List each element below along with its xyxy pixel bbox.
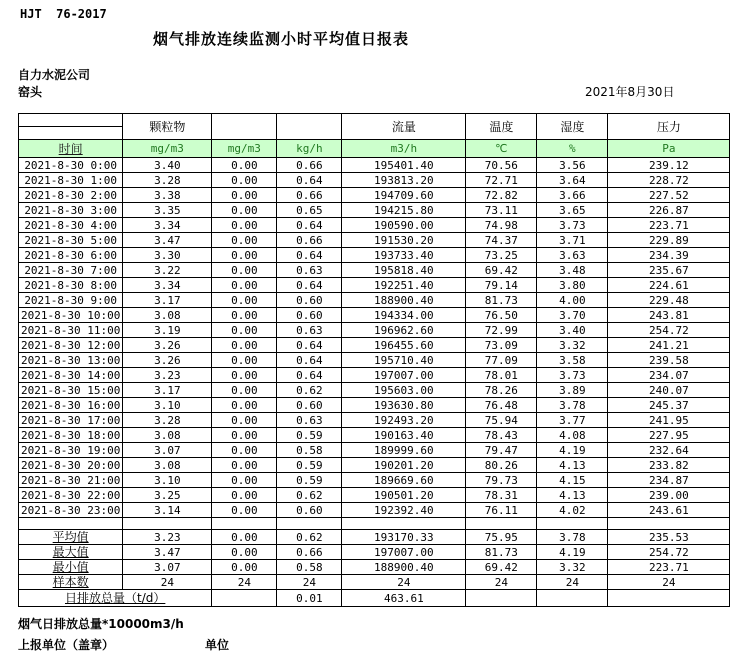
spacer-cell — [466, 518, 537, 530]
summary-value-cell: 0.62 — [277, 530, 342, 545]
value-cell: 228.72 — [608, 173, 730, 188]
value-cell: 4.13 — [537, 458, 608, 473]
value-cell: 3.40 — [123, 158, 212, 173]
value-cell: 197007.00 — [342, 368, 466, 383]
time-cell: 2021-8-30 23:00 — [19, 503, 123, 518]
header-group-row — [19, 114, 730, 127]
value-cell: 229.48 — [608, 293, 730, 308]
value-cell: 3.38 — [123, 188, 212, 203]
value-cell: 3.10 — [123, 473, 212, 488]
spacer-cell — [19, 518, 123, 530]
spacer-cell — [277, 518, 342, 530]
value-cell: 72.71 — [466, 173, 537, 188]
page-title: 烟气排放连续监测小时平均值日报表 — [153, 30, 410, 48]
table-row — [19, 293, 730, 308]
unit-mgm3-1: mg/m3 — [123, 140, 212, 158]
value-cell: 229.89 — [608, 233, 730, 248]
value-cell: 0.64 — [277, 218, 342, 233]
summary-rows — [19, 530, 730, 590]
table-row — [19, 218, 730, 233]
spacer-cell — [537, 518, 608, 530]
value-cell: 0.62 — [277, 383, 342, 398]
value-cell: 77.09 — [466, 353, 537, 368]
value-cell: 194709.60 — [342, 188, 466, 203]
time-cell: 2021-8-30 4:00 — [19, 218, 123, 233]
value-cell: 3.64 — [537, 173, 608, 188]
summary-value-cell: 235.53 — [608, 530, 730, 545]
table-row — [19, 173, 730, 188]
value-cell: 80.26 — [466, 458, 537, 473]
value-cell: 0.00 — [212, 473, 277, 488]
table-row — [19, 503, 730, 518]
value-cell: 192493.20 — [342, 413, 466, 428]
value-cell: 195710.40 — [342, 353, 466, 368]
value-cell: 3.65 — [537, 203, 608, 218]
report-unit-label: 上报单位（盖章） — [18, 638, 115, 652]
value-cell: 223.71 — [608, 218, 730, 233]
value-cell: 3.56 — [537, 158, 608, 173]
header-blank-col3 — [212, 114, 277, 140]
table-row — [19, 308, 730, 323]
value-cell: 0.66 — [277, 158, 342, 173]
table-row — [19, 203, 730, 218]
summary-value-cell: 24 — [277, 575, 342, 590]
value-cell: 69.42 — [466, 263, 537, 278]
value-cell: 4.13 — [537, 488, 608, 503]
time-cell: 2021-8-30 6:00 — [19, 248, 123, 263]
value-cell: 243.81 — [608, 308, 730, 323]
doc-code: HJT 76-2017 — [20, 7, 107, 21]
summary-value-cell: 24 — [608, 575, 730, 590]
header-time-blank-1 — [19, 114, 123, 127]
value-cell: 0.66 — [277, 233, 342, 248]
header-time-blank-2 — [19, 127, 123, 140]
data-rows — [19, 158, 730, 518]
value-cell: 188900.40 — [342, 293, 466, 308]
value-cell: 0.60 — [277, 293, 342, 308]
summary-value-cell: 0.58 — [277, 560, 342, 575]
value-cell: 74.37 — [466, 233, 537, 248]
value-cell: 0.64 — [277, 248, 342, 263]
value-cell: 189999.60 — [342, 443, 466, 458]
time-cell: 2021-8-30 18:00 — [19, 428, 123, 443]
value-cell: 239.00 — [608, 488, 730, 503]
value-cell: 0.64 — [277, 353, 342, 368]
value-cell: 0.62 — [277, 488, 342, 503]
value-cell: 3.22 — [123, 263, 212, 278]
value-cell: 190163.40 — [342, 428, 466, 443]
time-cell: 2021-8-30 9:00 — [19, 293, 123, 308]
table-row — [19, 413, 730, 428]
value-cell: 193630.80 — [342, 398, 466, 413]
summary-label: 最小值 — [19, 560, 123, 575]
table-row — [19, 458, 730, 473]
summary-value-cell: 0.66 — [277, 545, 342, 560]
value-cell: 0.00 — [212, 158, 277, 173]
summary-value-cell: 24 — [123, 575, 212, 590]
value-cell: 241.21 — [608, 338, 730, 353]
time-cell: 2021-8-30 8:00 — [19, 278, 123, 293]
summary-label: 样本数 — [19, 575, 123, 590]
daily-total-blank — [537, 590, 608, 607]
table-row — [19, 323, 730, 338]
value-cell: 0.64 — [277, 278, 342, 293]
value-cell: 234.07 — [608, 368, 730, 383]
time-cell: 2021-8-30 2:00 — [19, 188, 123, 203]
value-cell: 240.07 — [608, 383, 730, 398]
value-cell: 0.60 — [277, 398, 342, 413]
summary-value-cell: 24 — [466, 575, 537, 590]
value-cell: 3.14 — [123, 503, 212, 518]
time-cell: 2021-8-30 7:00 — [19, 263, 123, 278]
value-cell: 0.00 — [212, 188, 277, 203]
value-cell: 0.00 — [212, 428, 277, 443]
summary-value-cell: 197007.00 — [342, 545, 466, 560]
value-cell: 0.59 — [277, 473, 342, 488]
unit-mgm3-2: mg/m3 — [212, 140, 277, 158]
value-cell: 3.89 — [537, 383, 608, 398]
value-cell: 241.95 — [608, 413, 730, 428]
value-cell: 73.11 — [466, 203, 537, 218]
daily-total-blank — [212, 590, 277, 607]
table-row — [19, 368, 730, 383]
value-cell: 4.02 — [537, 503, 608, 518]
value-cell: 195401.40 — [342, 158, 466, 173]
summary-value-cell: 254.72 — [608, 545, 730, 560]
value-cell: 196455.60 — [342, 338, 466, 353]
spacer-cell — [212, 518, 277, 530]
summary-value-cell: 223.71 — [608, 560, 730, 575]
summary-value-cell: 3.32 — [537, 560, 608, 575]
value-cell: 78.26 — [466, 383, 537, 398]
header-blank-col4 — [277, 114, 342, 140]
value-cell: 3.30 — [123, 248, 212, 263]
value-cell: 0.63 — [277, 413, 342, 428]
summary-row — [19, 545, 730, 560]
value-cell: 0.60 — [277, 503, 342, 518]
unit-label: 单位 — [205, 638, 230, 652]
value-cell: 192251.40 — [342, 278, 466, 293]
summary-row — [19, 560, 730, 575]
value-cell: 70.56 — [466, 158, 537, 173]
value-cell: 0.00 — [212, 323, 277, 338]
value-cell: 76.11 — [466, 503, 537, 518]
value-cell: 0.59 — [277, 428, 342, 443]
unit-pa: Pa — [608, 140, 730, 158]
value-cell: 239.12 — [608, 158, 730, 173]
value-cell: 72.99 — [466, 323, 537, 338]
value-cell: 3.58 — [537, 353, 608, 368]
value-cell: 3.40 — [537, 323, 608, 338]
summary-value-cell: 0.00 — [212, 560, 277, 575]
time-cell: 2021-8-30 12:00 — [19, 338, 123, 353]
time-cell: 2021-8-30 20:00 — [19, 458, 123, 473]
table-row — [19, 188, 730, 203]
value-cell: 0.63 — [277, 263, 342, 278]
value-cell: 3.80 — [537, 278, 608, 293]
header-pressure: 压力 — [608, 114, 730, 140]
value-cell: 243.61 — [608, 503, 730, 518]
flow-total-note: 烟气日排放总量*10000m3/h — [18, 617, 184, 631]
time-cell: 2021-8-30 3:00 — [19, 203, 123, 218]
value-cell: 0.66 — [277, 188, 342, 203]
value-cell: 0.64 — [277, 173, 342, 188]
spacer-cell — [342, 518, 466, 530]
monitoring-table — [18, 113, 730, 607]
time-cell: 2021-8-30 22:00 — [19, 488, 123, 503]
value-cell: 3.19 — [123, 323, 212, 338]
value-cell: 0.00 — [212, 383, 277, 398]
unit-m3h: m3/h — [342, 140, 466, 158]
table-row — [19, 398, 730, 413]
summary-label: 最大值 — [19, 545, 123, 560]
value-cell: 3.73 — [537, 218, 608, 233]
daily-total-kgh: 0.01 — [277, 590, 342, 607]
value-cell: 76.50 — [466, 308, 537, 323]
value-cell: 235.67 — [608, 263, 730, 278]
value-cell: 0.00 — [212, 293, 277, 308]
value-cell: 0.00 — [212, 308, 277, 323]
value-cell: 0.00 — [212, 203, 277, 218]
value-cell: 192392.40 — [342, 503, 466, 518]
value-cell: 3.26 — [123, 338, 212, 353]
value-cell: 78.31 — [466, 488, 537, 503]
value-cell: 0.65 — [277, 203, 342, 218]
value-cell: 81.73 — [466, 293, 537, 308]
value-cell: 227.95 — [608, 428, 730, 443]
table-row — [19, 383, 730, 398]
time-cell: 2021-8-30 10:00 — [19, 308, 123, 323]
report-date: 2021年8月30日 — [585, 85, 675, 99]
value-cell: 0.00 — [212, 338, 277, 353]
unit-celsius: ℃ — [466, 140, 537, 158]
value-cell: 234.87 — [608, 473, 730, 488]
table-row — [19, 233, 730, 248]
value-cell: 195603.00 — [342, 383, 466, 398]
time-cell: 2021-8-30 16:00 — [19, 398, 123, 413]
time-cell: 2021-8-30 0:00 — [19, 158, 123, 173]
value-cell: 234.39 — [608, 248, 730, 263]
summary-row — [19, 530, 730, 545]
value-cell: 0.00 — [212, 173, 277, 188]
value-cell: 0.00 — [212, 278, 277, 293]
value-cell: 75.94 — [466, 413, 537, 428]
station-name: 窑头 — [18, 85, 43, 99]
value-cell: 3.47 — [123, 233, 212, 248]
summary-value-cell: 3.47 — [123, 545, 212, 560]
header-flow: 流量 — [342, 114, 466, 140]
table-row — [19, 443, 730, 458]
value-cell: 233.82 — [608, 458, 730, 473]
value-cell: 3.63 — [537, 248, 608, 263]
value-cell: 194334.00 — [342, 308, 466, 323]
summary-value-cell: 0.00 — [212, 530, 277, 545]
value-cell: 195818.40 — [342, 263, 466, 278]
value-cell: 190201.20 — [342, 458, 466, 473]
value-cell: 0.00 — [212, 353, 277, 368]
value-cell: 78.43 — [466, 428, 537, 443]
value-cell: 3.08 — [123, 458, 212, 473]
spacer-row — [19, 518, 730, 530]
value-cell: 0.00 — [212, 443, 277, 458]
summary-value-cell: 24 — [537, 575, 608, 590]
table-row — [19, 278, 730, 293]
value-cell: 74.98 — [466, 218, 537, 233]
summary-value-cell: 3.07 — [123, 560, 212, 575]
summary-value-cell: 188900.40 — [342, 560, 466, 575]
table-row — [19, 338, 730, 353]
value-cell: 3.17 — [123, 293, 212, 308]
value-cell: 0.58 — [277, 443, 342, 458]
summary-value-cell: 24 — [342, 575, 466, 590]
table-row — [19, 473, 730, 488]
value-cell: 73.25 — [466, 248, 537, 263]
value-cell: 193813.20 — [342, 173, 466, 188]
value-cell: 254.72 — [608, 323, 730, 338]
value-cell: 3.25 — [123, 488, 212, 503]
table-row — [19, 353, 730, 368]
time-cell: 2021-8-30 5:00 — [19, 233, 123, 248]
value-cell: 3.35 — [123, 203, 212, 218]
value-cell: 72.82 — [466, 188, 537, 203]
value-cell: 0.00 — [212, 218, 277, 233]
value-cell: 0.00 — [212, 488, 277, 503]
value-cell: 3.78 — [537, 398, 608, 413]
header-time-label: 时间 — [19, 140, 123, 158]
value-cell: 3.77 — [537, 413, 608, 428]
time-cell: 2021-8-30 19:00 — [19, 443, 123, 458]
summary-value-cell: 4.19 — [537, 545, 608, 560]
company-name: 自力水泥公司 — [18, 68, 91, 82]
value-cell: 3.28 — [123, 413, 212, 428]
value-cell: 3.08 — [123, 308, 212, 323]
value-cell: 0.00 — [212, 248, 277, 263]
value-cell: 0.00 — [212, 233, 277, 248]
summary-value-cell: 3.23 — [123, 530, 212, 545]
value-cell: 0.00 — [212, 398, 277, 413]
value-cell: 3.34 — [123, 218, 212, 233]
value-cell: 4.00 — [537, 293, 608, 308]
value-cell: 0.00 — [212, 413, 277, 428]
daily-total-row — [19, 590, 730, 607]
value-cell: 0.59 — [277, 458, 342, 473]
value-cell: 0.64 — [277, 368, 342, 383]
time-cell: 2021-8-30 13:00 — [19, 353, 123, 368]
summary-value-cell: 24 — [212, 575, 277, 590]
value-cell: 224.61 — [608, 278, 730, 293]
value-cell: 0.63 — [277, 323, 342, 338]
value-cell: 189669.60 — [342, 473, 466, 488]
summary-value-cell: 81.73 — [466, 545, 537, 560]
value-cell: 3.17 — [123, 383, 212, 398]
value-cell: 0.64 — [277, 338, 342, 353]
value-cell: 0.00 — [212, 458, 277, 473]
time-cell: 2021-8-30 15:00 — [19, 383, 123, 398]
value-cell: 79.47 — [466, 443, 537, 458]
value-cell: 3.32 — [537, 338, 608, 353]
value-cell: 3.34 — [123, 278, 212, 293]
summary-value-cell: 0.00 — [212, 545, 277, 560]
table-row — [19, 488, 730, 503]
value-cell: 3.71 — [537, 233, 608, 248]
value-cell: 3.28 — [123, 173, 212, 188]
value-cell: 0.60 — [277, 308, 342, 323]
value-cell: 226.87 — [608, 203, 730, 218]
unit-percent: % — [537, 140, 608, 158]
value-cell: 196962.60 — [342, 323, 466, 338]
value-cell: 190501.20 — [342, 488, 466, 503]
value-cell: 3.70 — [537, 308, 608, 323]
summary-value-cell: 75.95 — [466, 530, 537, 545]
value-cell: 193733.40 — [342, 248, 466, 263]
value-cell: 227.52 — [608, 188, 730, 203]
value-cell: 3.23 — [123, 368, 212, 383]
value-cell: 3.08 — [123, 428, 212, 443]
summary-row — [19, 575, 730, 590]
summary-value-cell: 3.78 — [537, 530, 608, 545]
unit-kgh: kg/h — [277, 140, 342, 158]
value-cell: 3.66 — [537, 188, 608, 203]
header-humidity: 湿度 — [537, 114, 608, 140]
daily-total-label: 日排放总量（t/d） — [19, 590, 212, 607]
daily-total-blank — [466, 590, 537, 607]
value-cell: 79.14 — [466, 278, 537, 293]
summary-value-cell: 193170.33 — [342, 530, 466, 545]
value-cell: 3.48 — [537, 263, 608, 278]
table-row — [19, 158, 730, 173]
value-cell: 0.00 — [212, 263, 277, 278]
table-row — [19, 248, 730, 263]
value-cell: 73.09 — [466, 338, 537, 353]
summary-value-cell: 69.42 — [466, 560, 537, 575]
value-cell: 0.00 — [212, 503, 277, 518]
value-cell: 3.07 — [123, 443, 212, 458]
time-cell: 2021-8-30 1:00 — [19, 173, 123, 188]
value-cell: 0.00 — [212, 368, 277, 383]
header-temperature: 温度 — [466, 114, 537, 140]
value-cell: 194215.80 — [342, 203, 466, 218]
time-cell: 2021-8-30 17:00 — [19, 413, 123, 428]
header-units-row — [19, 140, 730, 158]
time-cell: 2021-8-30 21:00 — [19, 473, 123, 488]
value-cell: 190590.00 — [342, 218, 466, 233]
value-cell: 4.15 — [537, 473, 608, 488]
value-cell: 191530.20 — [342, 233, 466, 248]
daily-total-flow: 463.61 — [342, 590, 466, 607]
value-cell: 232.64 — [608, 443, 730, 458]
value-cell: 79.73 — [466, 473, 537, 488]
summary-label: 平均值 — [19, 530, 123, 545]
table-row — [19, 428, 730, 443]
value-cell: 4.19 — [537, 443, 608, 458]
daily-total-blank — [608, 590, 730, 607]
header-pm: 颗粒物 — [123, 114, 212, 140]
value-cell: 3.73 — [537, 368, 608, 383]
value-cell: 245.37 — [608, 398, 730, 413]
value-cell: 239.58 — [608, 353, 730, 368]
spacer-cell — [608, 518, 730, 530]
value-cell: 3.26 — [123, 353, 212, 368]
time-cell: 2021-8-30 14:00 — [19, 368, 123, 383]
value-cell: 78.01 — [466, 368, 537, 383]
time-cell: 2021-8-30 11:00 — [19, 323, 123, 338]
spacer-cell — [123, 518, 212, 530]
value-cell: 3.10 — [123, 398, 212, 413]
value-cell: 4.08 — [537, 428, 608, 443]
value-cell: 76.48 — [466, 398, 537, 413]
table-row — [19, 263, 730, 278]
